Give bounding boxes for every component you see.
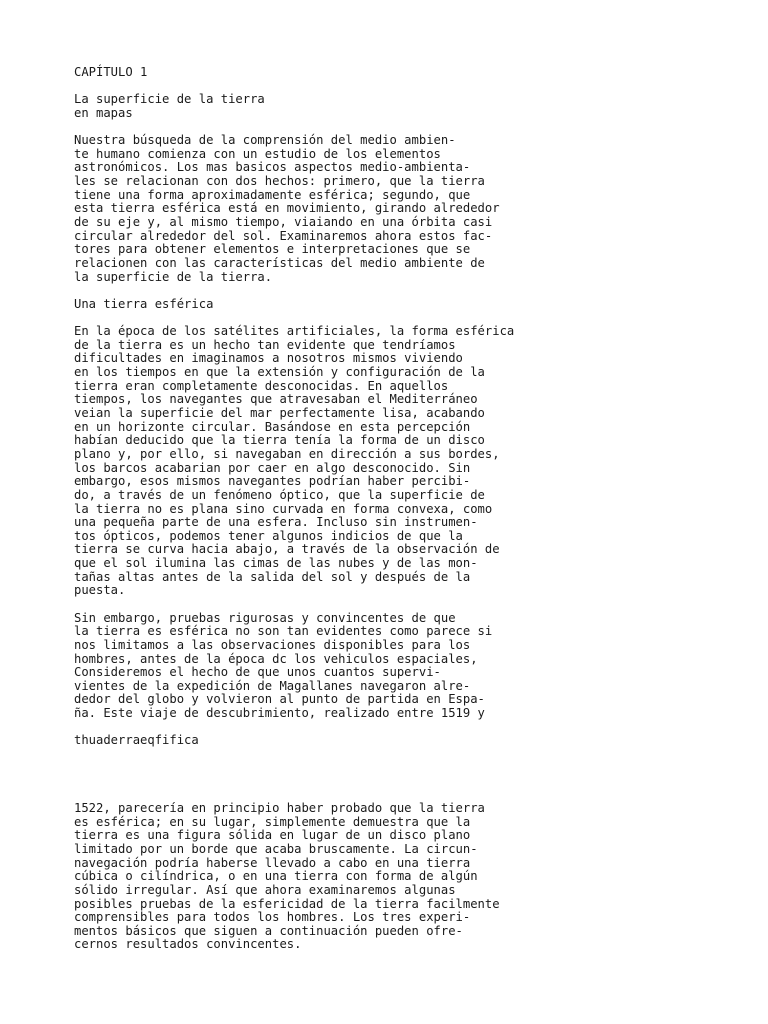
paragraph-line: que el sol ilumina las cimas de las nubes y de las mon- (74, 556, 478, 571)
paragraph-line: veian la superficie del mar perfectamente lisa, acabando (74, 406, 485, 421)
paragraph-line: tiene una forma aproximadamente esférica; segundo, que (74, 187, 471, 202)
paragraph-line: circular alrededor del sol. Examinaremos ahora estos fac- (74, 228, 493, 243)
paragraph-line: la tierra no es plana sino curvada en forma convexa, como (74, 501, 493, 516)
paragraph-line: vientes de la expedición de Magallanes navegaron alre- (74, 678, 471, 693)
paragraph-line: embargo, esos mismos navegantes podrían haber percibi- (74, 474, 471, 489)
paragraph-line: comprensibles para todos los hombres. Los tres experi- (74, 910, 471, 925)
paragraph-line: hombres, antes de la época dc los vehiculos espaciales, (74, 651, 478, 666)
stray-text: thuaderraeqfifica (74, 733, 199, 748)
section-heading-text: Una tierra esférica (74, 296, 214, 311)
paragraph-line: posibles pruebas de la esfericidad de la tierra facilmente (74, 896, 500, 911)
paragraph-line: habían deducido que la tierra tenía la forma de un disco (74, 433, 485, 448)
paragraph-line: navegación podría haberse llevado a cabo en una tierra (74, 855, 471, 870)
paragraph-line: limitado por un borde que acaba bruscamente. La circun- (74, 841, 478, 856)
paragraph-line: nos limitamos a las observaciones disponibles para los (74, 637, 471, 652)
section-heading (74, 298, 744, 312)
paragraph-line: puesta. (74, 583, 126, 598)
paragraph-line: tores para obtener elementos e interpretaciones que se (74, 242, 471, 257)
paragraph-line: la superficie de la tierra. (74, 269, 273, 284)
paragraph-line: tierra es una figura sólida en lugar de un disco plano (74, 828, 471, 843)
paragraph-line: Nuestra búsqueda de la comprensión del medio ambien- (74, 133, 456, 148)
paragraph-line: los barcos acabarian por caer en algo desconocido. Sin (74, 460, 471, 475)
paragraph-line: les se relacionan con dos hechos: primero, que la tierra (74, 174, 485, 189)
chapter-title (74, 93, 744, 120)
paragraph-line: sólido irregular. Así que ahora examinaremos algunas (74, 882, 456, 897)
paragraph-line: Consideremos el hecho de que unos cuantos supervi- (74, 665, 441, 680)
paragraph-line: 1522, parecería en principio haber probado que la tierra (74, 801, 485, 816)
paragraph-line: esta tierra esférica está en movimiento, girando alrededor (74, 201, 500, 216)
paragraph-line: Sin embargo, pruebas rigurosas y convincentes de que (74, 610, 456, 625)
paragraph-line: tañas altas antes de la salida del sol y después de la (74, 569, 471, 584)
title-line: La superficie de la tierra (74, 92, 265, 107)
paragraph-line: en los tiempos en que la extensión y configuración de la (74, 365, 485, 380)
paragraph-line: astronómicos. Los mas basicos aspectos medio-ambienta- (74, 160, 471, 175)
stray-text-block (74, 734, 744, 748)
intro-paragraph (74, 134, 744, 284)
paragraph-line: en un horizonte circular. Basándose en esta percepción (74, 419, 471, 434)
paragraph-4 (74, 802, 744, 952)
paragraph-line: es esférica; en su lugar, simplemente demuestra que la (74, 814, 471, 829)
chapter-text: CAPÍTULO 1 (74, 65, 148, 79)
paragraph-line: tierra eran completamente desconocidas. En aquellos (74, 378, 449, 393)
paragraph-line: la tierra es esférica no son tan evidentes como parece si (74, 624, 493, 639)
paragraph-line: plano y, por ello, si navegaban en dirección a sus bordes, (74, 446, 500, 461)
document-page (74, 66, 744, 952)
paragraph-line: dificultades en imaginamos a nosotros mismos viviendo (74, 351, 463, 366)
paragraph-line: te humano comienza con un estudio de los elementos (74, 146, 441, 161)
paragraph-line: cúbica o cilíndrica, o en una tierra con forma de algún (74, 869, 478, 884)
chapter-label (74, 66, 744, 80)
paragraph-line: cernos resultados convincentes. (74, 937, 302, 952)
paragraph-line: una pequeña parte de una esfera. Incluso sin instrumen- (74, 515, 478, 530)
paragraph-line: de su eje y, al mismo tiempo, viaiando en una órbita casi (74, 215, 493, 230)
paragraph-line: do, a través de un fenómeno óptico, que la superficie de (74, 487, 485, 502)
paragraph-3 (74, 612, 744, 721)
title-line: en mapas (74, 105, 133, 120)
paragraph-line: relacionen con las características del medio ambiente de (74, 255, 485, 270)
paragraph-line: de la tierra es un hecho tan evidente que tendríamos (74, 337, 456, 352)
paragraph-line: mentos básicos que siguen a continuación pueden ofre- (74, 923, 463, 938)
paragraph-line: tos ópticos, podemos tener algunos indicios de que la (74, 528, 463, 543)
paragraph-line: ña. Este viaje de descubrimiento, realizado entre 1519 y (74, 706, 485, 721)
paragraph-line: En la época de los satélites artificiales, la forma esférica (74, 324, 515, 339)
paragraph-line: tierra se curva hacia abajo, a través de la observación de (74, 542, 500, 557)
paragraph-line: tiempos, los navegantes que atravesaban el Mediterráneo (74, 392, 478, 407)
paragraph-line: dedor del globo y volvieron al punto de partida en Espa- (74, 692, 485, 707)
paragraph-2 (74, 325, 744, 598)
